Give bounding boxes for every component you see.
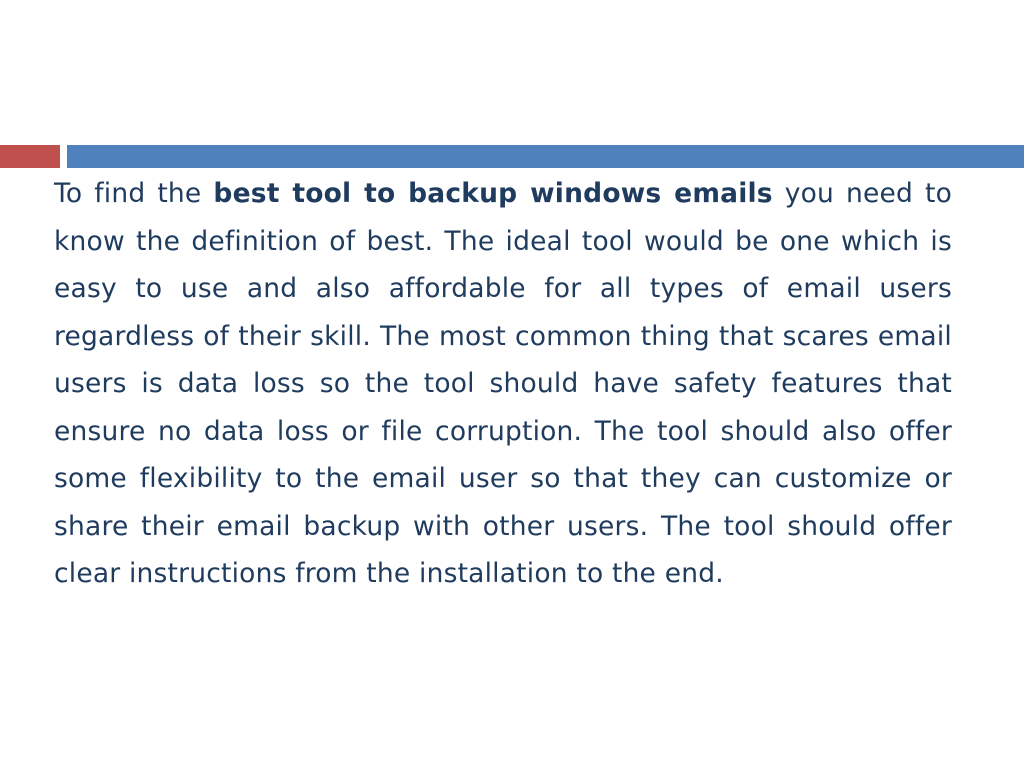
paragraph-intro: To find the — [54, 178, 214, 209]
accent-bar-blue — [67, 145, 1024, 168]
paragraph-highlight: best tool to backup windows emails — [213, 178, 773, 209]
body-paragraph — [54, 170, 952, 598]
accent-bar-red — [0, 145, 60, 168]
paragraph-rest: you need to know the definition of best. The ideal tool would be one which is easy to use and also affordable for all types of email users regardless of their skill. The most common thing that scares email users is data loss so the tool should have safety features that ensure no data loss or file corruption. The tool should also offer some flexibility to the email user so that they can customize or share their email backup with other users. The tool should offer clear instructions from the installation to the end. — [54, 178, 952, 589]
